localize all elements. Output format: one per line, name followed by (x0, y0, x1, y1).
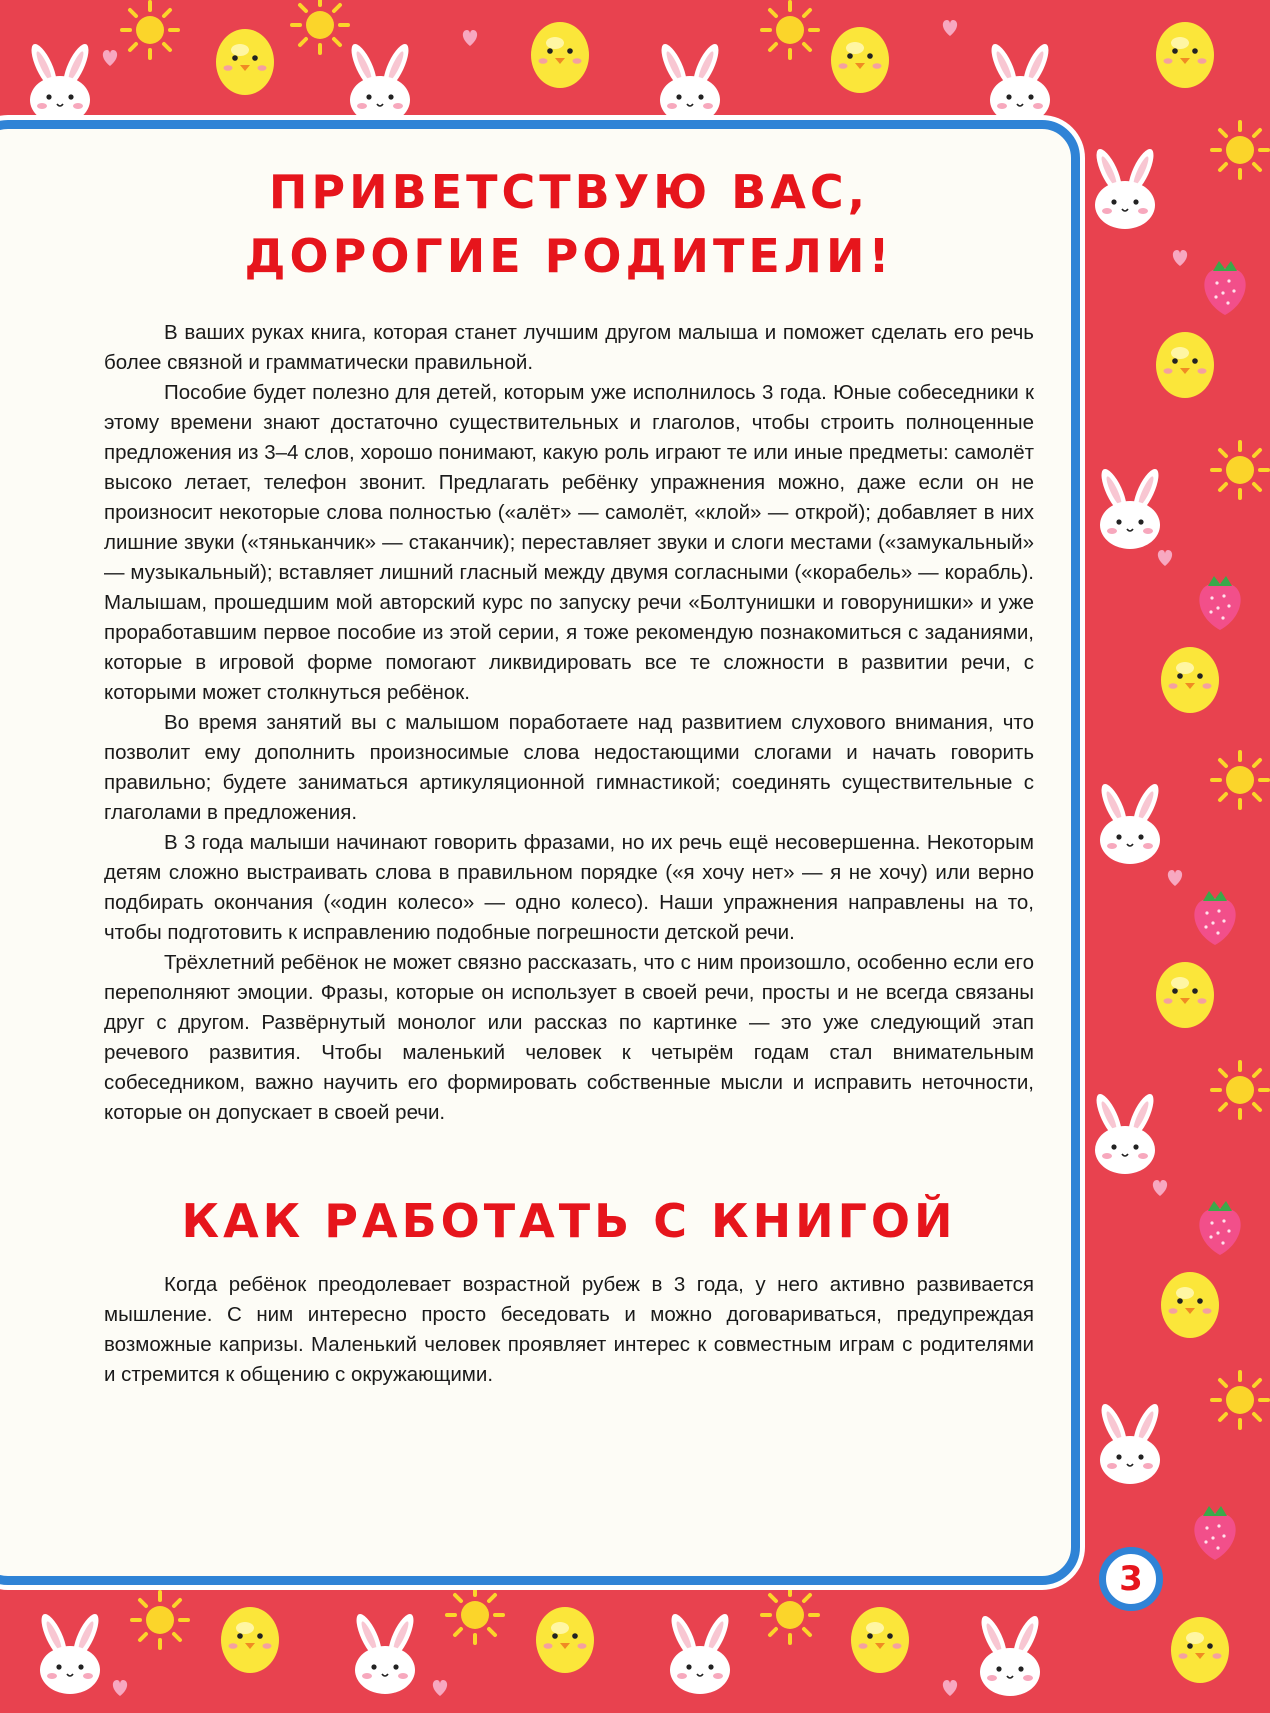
paragraph: В 3 года малыши начинают говорить фразами, но их речь ещё несовершенна. Некоторым детям сложно выстраивать слова в правильном порядке («я хочу нет» — я не хочу) или верно подбирать окончания («один колесо» — одно колесо). Наши упражнения направлены на то, чтобы подготовить к исправлению подобные погрешности детской речи. (104, 831, 1034, 944)
chick-icon (1156, 22, 1214, 88)
sun-icon (1212, 1372, 1268, 1428)
section-text (104, 1270, 1034, 1390)
chick-icon (1161, 1272, 1219, 1338)
paragraph: Пособие будет полезно для детей, которым уже исполнилось 3 года. Юные собеседники к этому времени знают достаточно существительных и глаголов, чтобы строить полноценные предложения из 3–4 слов, хорошо понимают, какую роль играют те или иные предметы: самолёт высоко летает, телефон звонит. Предлагать ребёнку упражнения можно, даже если он не произносит некоторые слова полностью («алёт» — самолёт, «клой» — открой); добавляет в них лишние звуки («тяньканчик» — стаканчик); переставляет звуки и слоги местами («замукальный» — музыкальный); вставляет лишний гласный между двумя согласными («корабель» — корабль). Малышам, прошедшим мой авторский курс по запуску речи «Болтунишки и говорунишки» и уже проработавшим первое пособие из этой серии, я тоже рекомендую познакомиться с заданиями, которые в игровой форме помогают ликвидировать все те сложности в развитии речи, с которыми может столкнуться ребёнок. (104, 381, 1034, 704)
chick-icon (216, 29, 274, 95)
chick-icon (831, 27, 889, 93)
sun-icon (132, 1592, 188, 1648)
sun-icon (1212, 752, 1268, 808)
chick-icon (1156, 962, 1214, 1028)
chick-icon (1171, 1617, 1229, 1683)
sun-icon (762, 1587, 818, 1643)
page-title-line-1: ПРИВЕТСТВУЮ ВАС, (268, 165, 870, 219)
sun-icon (1212, 1062, 1268, 1118)
sun-icon (447, 1587, 503, 1643)
chick-icon (536, 1607, 594, 1673)
chick-icon (1161, 647, 1219, 713)
page-title-line-2: ДОРОГИЕ РОДИТЕЛИ! (244, 229, 894, 283)
sun-icon (1212, 122, 1268, 178)
page-number: 3 (1119, 1559, 1143, 1599)
sun-icon (122, 2, 178, 58)
page-title (104, 160, 1034, 288)
sun-icon (1212, 442, 1268, 498)
paragraph: Когда ребёнок преодолевает возрастной рубеж в 3 года, у него активно развивается мышление. С ним интересно просто беседовать и можно договариваться, предупреждая возможные капризы. Маленький человек проявляет интерес к совместным играм с родителями и стремится к общению с окружающими. (104, 1273, 1034, 1386)
intro-text (104, 318, 1034, 1128)
paragraph: Трёхлетний ребёнок не может связно рассказать, что с ним произошло, особенно если его переполняют эмоции. Фразы, которые он использует в своей речи, просты и не всегда связаны друг с другом. Развёрнутый монолог или рассказ по картинке — это уже следующий этап речевого развития. Чтобы маленький человек к четырём годам стал внимательным собеседником, важно научить его формировать собственные мысли и исправить неточности, которые он допускает в своей речи. (104, 951, 1034, 1124)
paragraph: Во время занятий вы с малышом поработаете над развитием слухового внимания, что позволит ему дополнить произносимые слова недостающими слогами и начать говорить правильно; будете заниматься артикуляционной гимнастикой; соединять существительные с глаголами в предложения. (104, 711, 1034, 824)
page-number-badge (1099, 1547, 1163, 1611)
page-content (104, 160, 1034, 1390)
chick-icon (531, 22, 589, 88)
chick-icon (1156, 332, 1214, 398)
section-title: КАК РАБОТАТЬ С КНИГОЙ (181, 1194, 957, 1248)
chick-icon (851, 1607, 909, 1673)
paragraph: В ваших руках книга, которая станет лучшим другом малыша и поможет сделать его речь более связной и грамматически правильной. (104, 321, 1034, 374)
sun-icon (762, 2, 818, 58)
chick-icon (221, 1607, 279, 1673)
